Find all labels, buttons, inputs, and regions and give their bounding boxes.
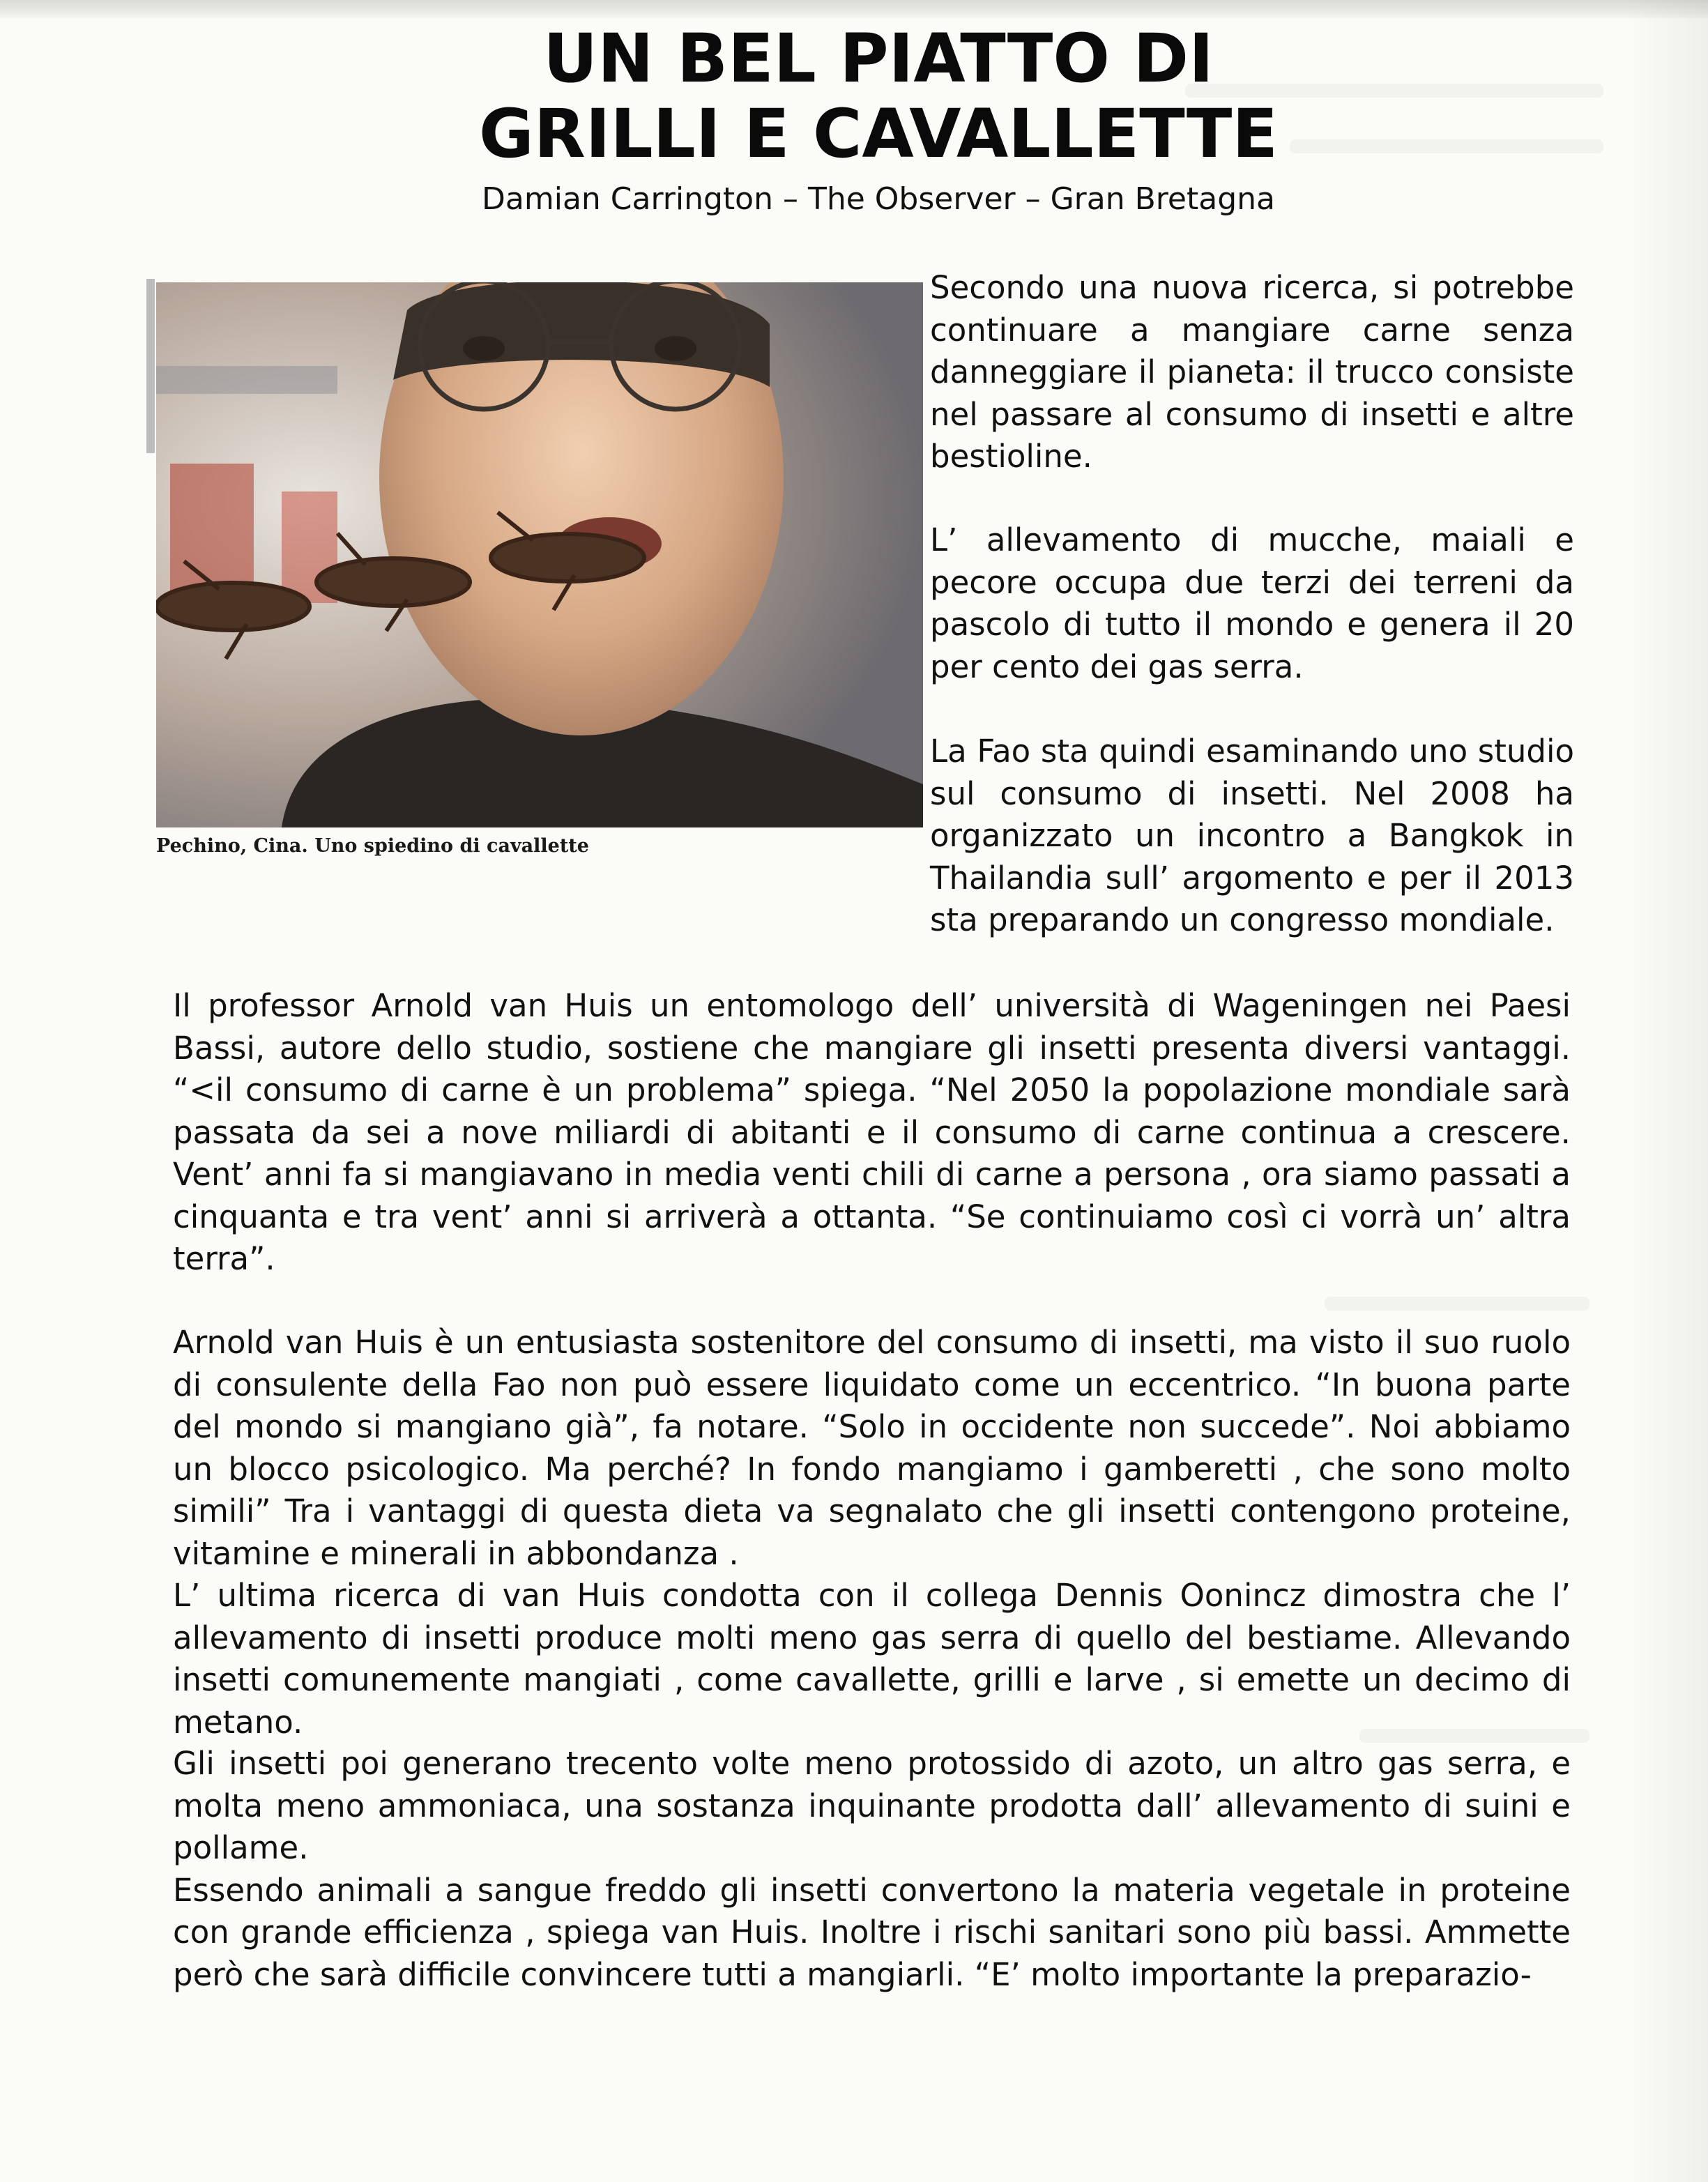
- body-paragraph-2: [173, 1322, 1571, 1744]
- paragraph: Arnold van Huis è un entusiasta sostenitore del consumo di insetti, ma visto il suo ruolo di consulente della Fao non può essere liquidato come un eccentrico. “In buona parte del mondo si mangiano già”, fa notare. “Solo in occidente non succede”. Noi abbiamo un blocco psicologico. Ma perché? In fondo mangiamo i gamberetti , che sono molto simili” Tra i vantaggi di questa dieta va segnalato che gli insetti contengono proteine, vitamine e minerali in abbondanza .: [173, 1324, 1571, 1572]
- paragraph: Il professor Arnold van Huis un entomologo dell’ università di Wageningen nei Paesi Bassi, autore dello studio, sostiene che mangiare gli insetti presenta diversi vantaggi. “<il consumo di carne è un problema” spiega. “Nel 2050 la popolazione mondiale sarà passata da sei a nove miliardi di abitanti e il consumo di carne continua a crescere. Vent’ anni fa si mangiavano in media venti chili di carne a persona , ora siamo passati a cinquanta e tra vent’ anni si arriverà a ottanta. “Se continuiamo così ci vorrà un’ altra terra”.: [173, 987, 1571, 1277]
- title-line-2: GRILLI E CAVALLETTE: [479, 95, 1278, 173]
- paragraph: Gli insetti poi generano trecento volte meno protossido di azoto, un altro gas serra, e molta meno ammoniaca, una sostanza inquinante prodotta dall’ allevamento di suini e pollame.: [173, 1745, 1571, 1866]
- column-paragraph-3: [930, 731, 1574, 942]
- byline: Damian Carrington – The Observer – Gran Bretagna: [482, 181, 1275, 217]
- column-paragraph-1: [930, 267, 1574, 478]
- body-paragraph-3: [173, 1743, 1571, 1996]
- paragraph: L’ ultima ricerca di van Huis condotta con il collega Dennis Oonincz dimostra che l’ allevamento di insetti produce molti meno gas serra di quello del bestiame. Allevando insetti comunemente mangiati , come cavallette, grilli e larve , si emette un decimo di metano.: [173, 1577, 1571, 1741]
- title-line-1: UN BEL PIATTO DI: [543, 20, 1214, 98]
- article-photo: [156, 282, 923, 827]
- scan-border: [0, 0, 1708, 18]
- photo-caption: Pechino, Cina. Uno spiedino di cavallette: [156, 835, 589, 857]
- photo-credit-strip: [146, 279, 155, 453]
- scan-shadow: [1624, 0, 1708, 2182]
- paragraph: La Fao sta quindi esaminando uno studio sul consumo di insetti. Nel 2008 ha organizzato un incontro a Bangkok in Thailandia sull’ argomento e per il 2013 sta preparando un congresso mondiale.: [930, 733, 1574, 938]
- bleed-through: [1325, 1297, 1589, 1311]
- body-paragraph-1: [173, 985, 1571, 1281]
- paragraph: L’ allevamento di mucche, maiali e pecore occupa due terzi dei terreni da pascolo di tutto il mondo e genera il 20 per cento dei gas serra.: [930, 521, 1574, 685]
- column-paragraph-2: [930, 519, 1574, 688]
- paragraph: Essendo animali a sangue freddo gli insetti convertono la materia vegetale in proteine con grande efficienza , spiega van Huis. Inoltre i rischi sanitari sono più bassi. Ammette però che sarà difficile convincere tutti a mangiarli. “E’ molto importante la preparazio-: [173, 1871, 1571, 1993]
- paragraph: Secondo una nuova ricerca, si potrebbe continuare a mangiare carne senza danneggiare il pianeta: il trucco consiste nel passare al consumo di insetti e altre bestioline.: [930, 269, 1574, 475]
- article-title: [265, 21, 1492, 171]
- photo-illustration: [156, 282, 923, 827]
